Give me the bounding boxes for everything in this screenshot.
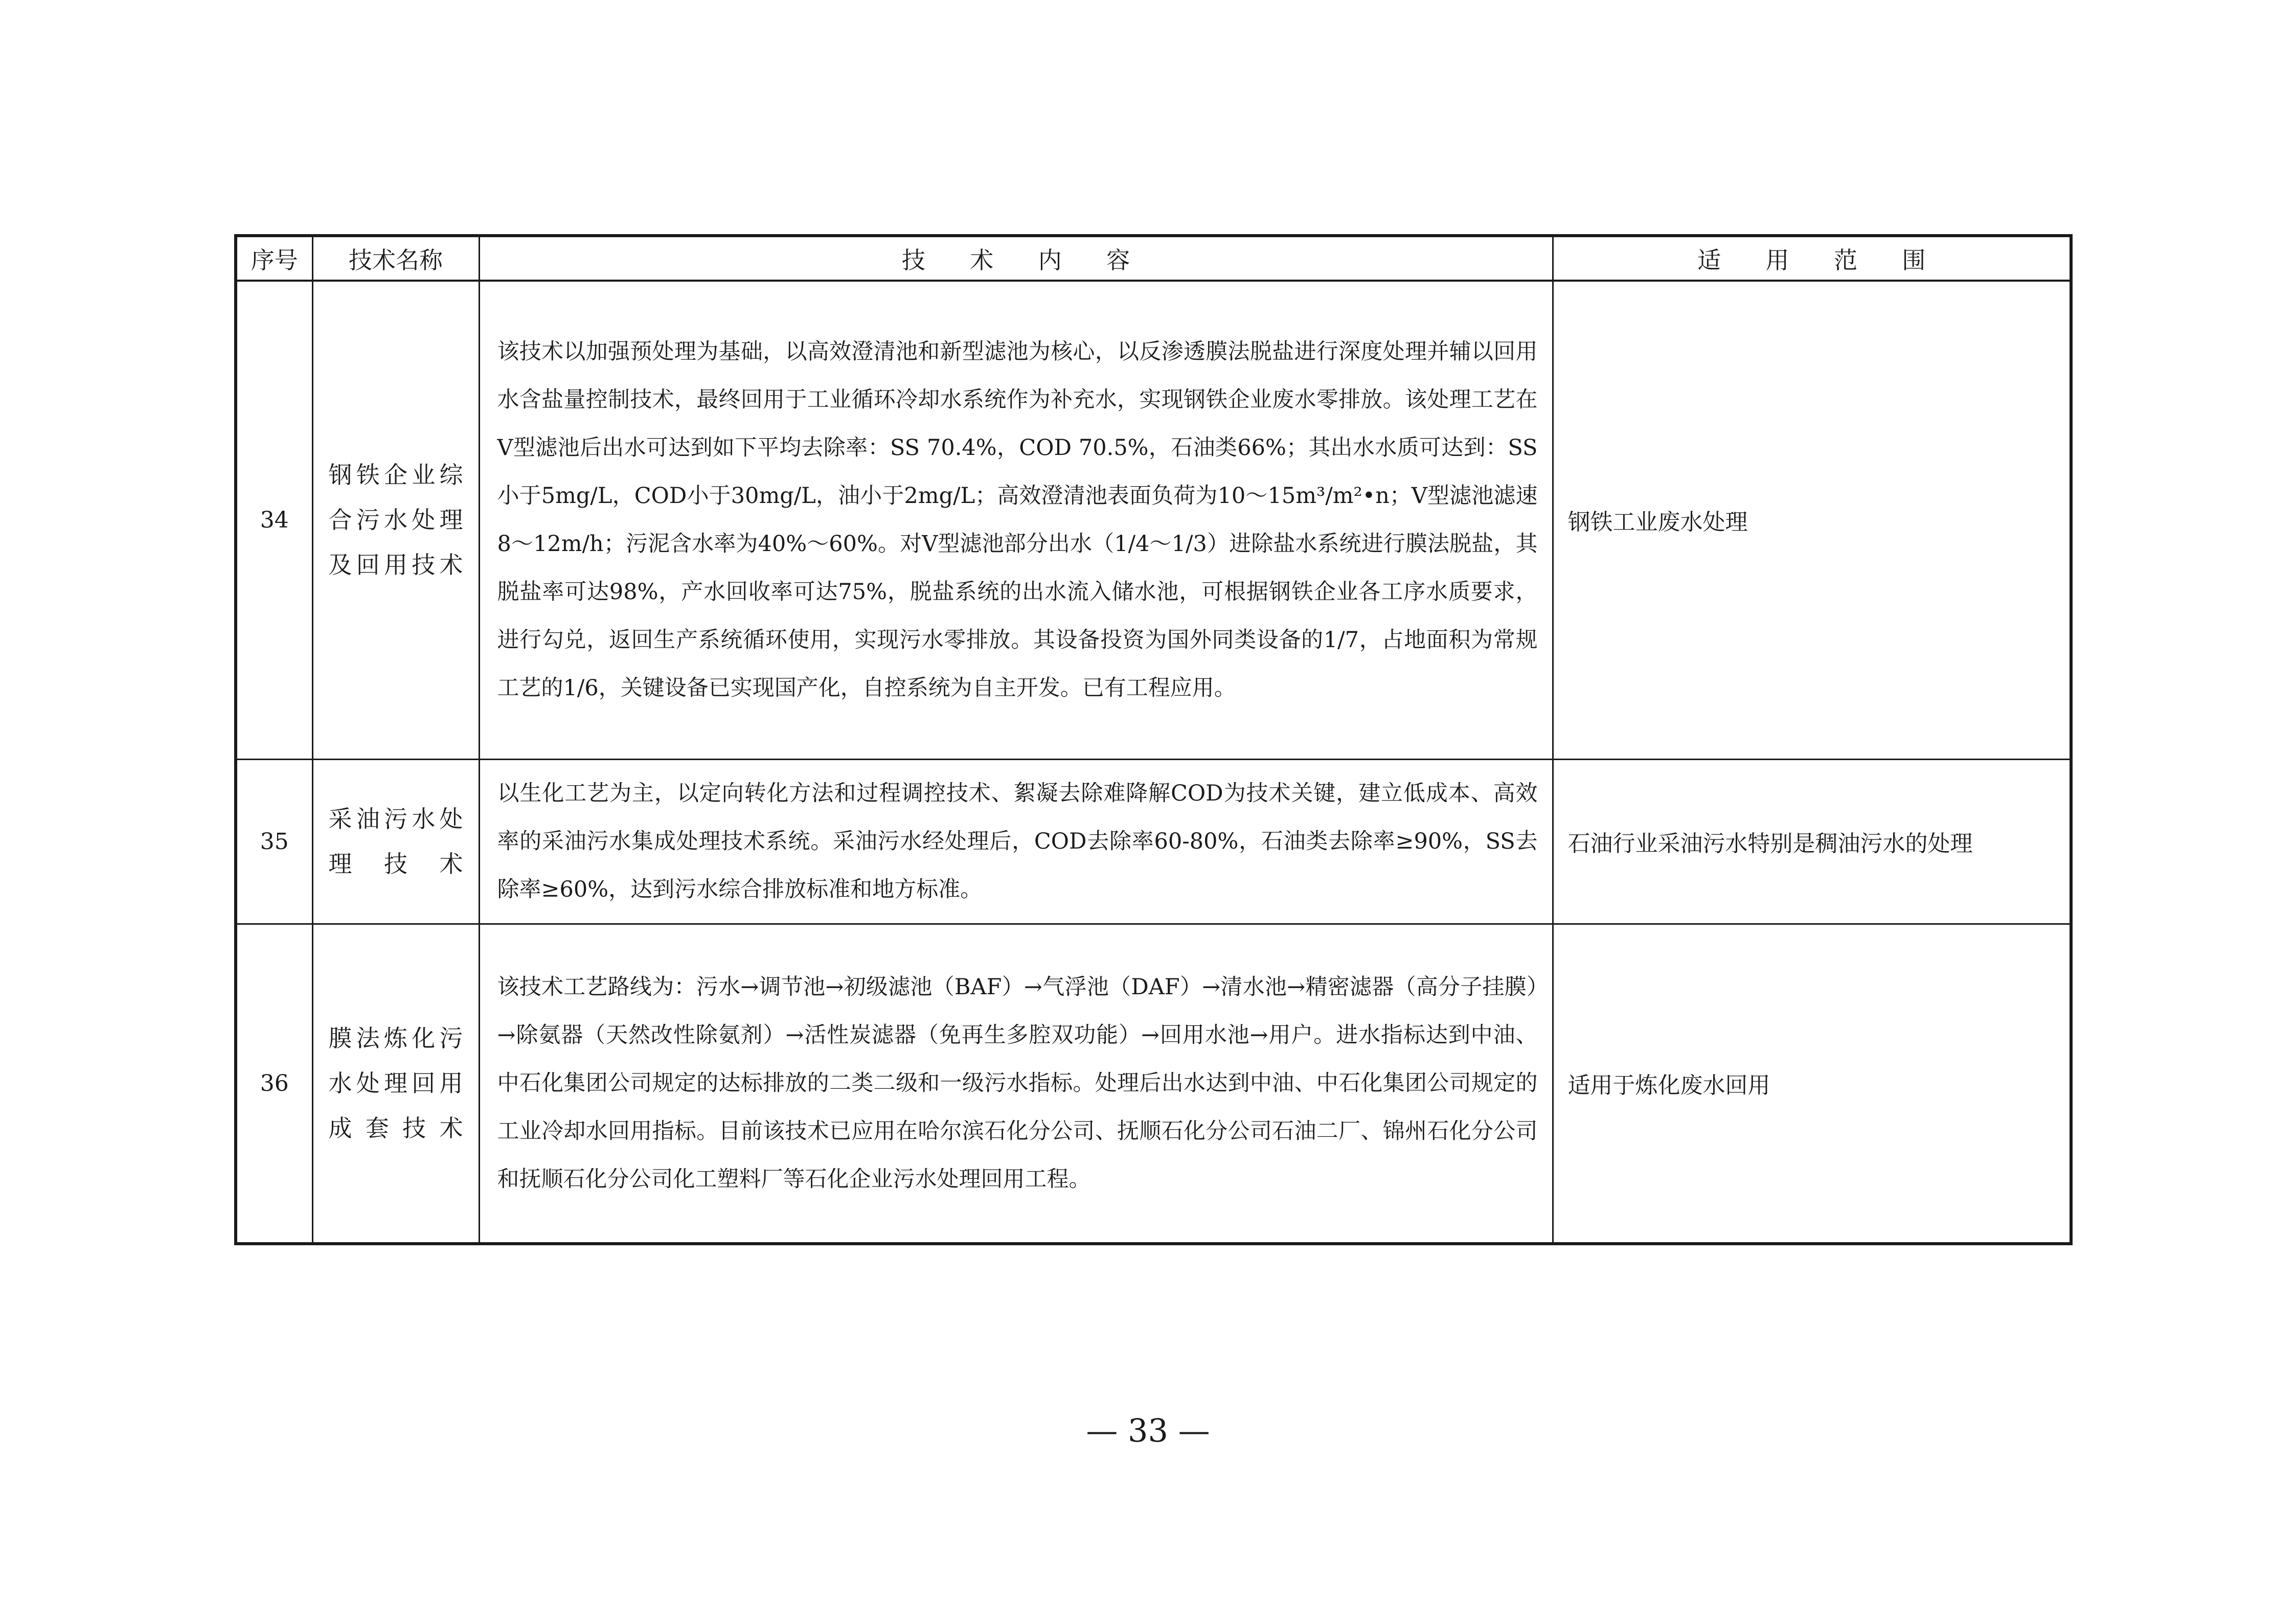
header-technology-content: 技术内容: [479, 236, 1553, 281]
row-technology-content: 以生化工艺为主，以定向转化方法和过程调控技术、絮凝去除难降解COD为技术关键，建立低成本、高效率的采油污水集成处理技术系统。采油污水经处理后，COD去除率60-80%，石油类去除率≥90%，SS去除率≥60%，达到污水综合排放标准和地方标准。: [479, 759, 1553, 924]
table-row: [236, 759, 2071, 924]
header-serial-number: 序号: [236, 236, 312, 281]
technology-table: [234, 234, 2073, 1245]
header-application-scope: 适用范围: [1553, 236, 2071, 281]
table-body: [236, 281, 2071, 1244]
table-row: [236, 924, 2071, 1244]
header-row: [236, 236, 2071, 281]
row-serial-number: 34: [236, 281, 312, 759]
row-application-scope: 适用于炼化废水回用: [1553, 924, 2071, 1244]
table-header: [236, 236, 2071, 281]
header-technology-name: 技术名称: [312, 236, 479, 281]
table-row: [236, 281, 2071, 759]
page-number: — 33 —: [1086, 1412, 1210, 1449]
row-technology-content: 该技术以加强预处理为基础，以高效澄清池和新型滤池为核心，以反渗透膜法脱盐进行深度处理并辅以回用水含盐量控制技术，最终回用于工业循环冷却水系统作为补充水，实现钢铁企业废水零排放。该处理工艺在V型滤池后出水可达到如下平均去除率：SS 70.4%，COD 70.5%，石油类66%；其出水水质可达到：SS小于5mg/L，COD小于30mg/L，油小于2mg/L；高效澄清池表面负荷为10～15m³/m²•n；V型滤池滤速8～12m/h；污泥含水率为40%～60%。对V型滤池部分出水（1/4～1/3）进除盐水系统进行膜法脱盐，其脱盐率可达98%，产水回收率可达75%，脱盐系统的出水流入储水池，可根据钢铁企业各工序水质要求，进行勾兑，返回生产系统循环使用，实现污水零排放。其设备投资为国外同类设备的1/7，占地面积为常规工艺的1/6，关键设备已实现国产化，自控系统为自主开发。已有工程应用。: [479, 281, 1553, 759]
row-application-scope: 石油行业采油污水特别是稠油污水的处理: [1553, 759, 2071, 924]
row-application-scope: 钢铁工业废水处理: [1553, 281, 2071, 759]
row-serial-number: 35: [236, 759, 312, 924]
row-technology-name: 膜法炼化污水处理回用成套技术: [312, 924, 479, 1244]
row-technology-content: 该技术工艺路线为：污水→调节池→初级滤池（BAF）→气浮池（DAF）→清水池→精密滤器（高分子挂膜）→除氨器（天然改性除氨剂）→活性炭滤器（免再生多腔双功能）→回用水池→用户。进水指标达到中油、中石化集团公司规定的达标排放的二类二级和一级污水指标。处理后出水达到中油、中石化集团公司规定的工业冷却水回用指标。目前该技术已应用在哈尔滨石化分公司、抚顺石化分公司石油二厂、锦州石化分公司和抚顺石化分公司化工塑料厂等石化企业污水处理回用工程。: [479, 924, 1553, 1244]
row-technology-name: 钢铁企业综合污水处理及回用技术: [312, 281, 479, 759]
row-technology-name: 采油污水处理技术: [312, 759, 479, 924]
row-serial-number: 36: [236, 924, 312, 1244]
